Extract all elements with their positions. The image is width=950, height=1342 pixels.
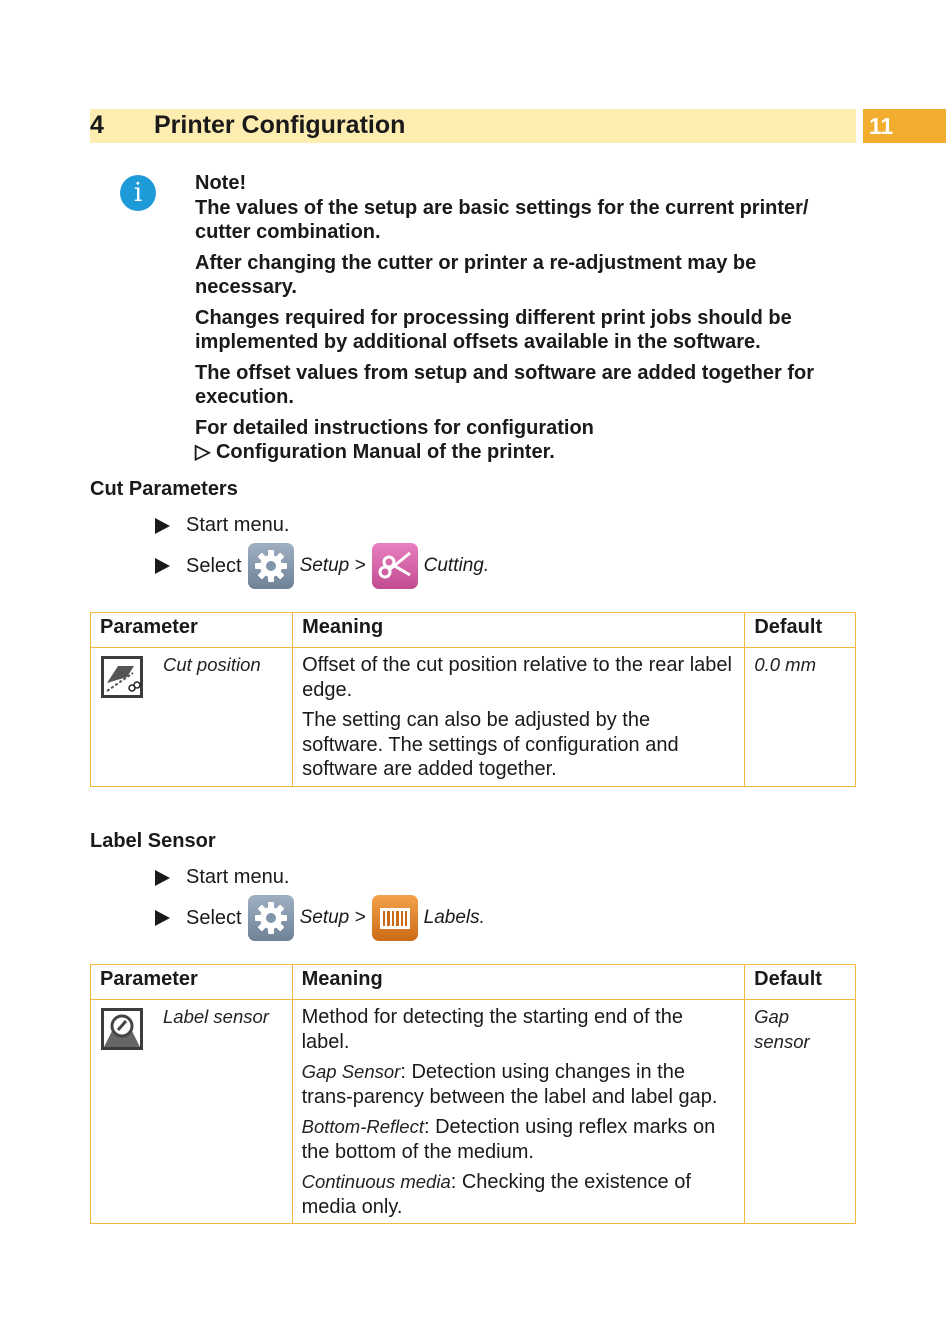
- header-default: Default: [745, 613, 856, 648]
- cut-parameters-table: [90, 612, 856, 787]
- header-default: Default: [745, 965, 856, 1000]
- meaning-text: : Detection using changes in the trans-parency between the label and label gap.: [301, 1061, 718, 1108]
- table-row: [91, 1000, 856, 1224]
- note-text-2: After changing the cutter or printer a re-adjustment may be necessary.: [195, 251, 757, 298]
- label-sensor-heading: Label Sensor: [90, 830, 216, 852]
- page-number: 11: [863, 109, 946, 143]
- bullet-arrow-icon: [155, 558, 170, 574]
- note-text-1: The values of the setup are basic settings for the current printer/ cutter combination.: [195, 196, 809, 243]
- info-icon: i: [120, 175, 156, 211]
- step-setup-text: Setup >: [299, 555, 366, 576]
- meaning-term: Bottom-Reflect: [301, 1116, 424, 1137]
- step-select-text: Select: [186, 906, 242, 929]
- note-manual-reference: ▷ Configuration Manual of the printer.: [195, 441, 555, 463]
- table-header-row: [91, 965, 856, 1000]
- bullet-arrow-icon: [155, 910, 170, 926]
- note-block: [195, 171, 845, 471]
- meaning-term: Gap Sensor: [301, 1061, 401, 1082]
- chapter-number: 4: [90, 111, 104, 139]
- cut-parameters-heading: Cut Parameters: [90, 478, 238, 500]
- chapter-title: Printer Configuration: [154, 111, 406, 139]
- header-meaning: Meaning: [293, 613, 745, 648]
- note-title: Note!: [195, 172, 247, 194]
- meaning-continuous-media: [302, 1170, 736, 1219]
- meaning-text-1: Offset of the cut position relative to the rear label edge.: [302, 654, 732, 701]
- step-text: Start menu.: [186, 866, 290, 888]
- parameter-name: Label sensor: [163, 1006, 269, 1027]
- header-meaning: Meaning: [292, 965, 745, 1000]
- step-setup-text: Setup >: [299, 907, 366, 928]
- meaning-bottom-reflect: [302, 1115, 736, 1164]
- header-parameter: Parameter: [91, 613, 293, 648]
- default-value: 0.0 mm: [754, 654, 817, 675]
- step-select-text: Select: [186, 554, 242, 577]
- step-target-text: Cutting.: [423, 555, 490, 576]
- labels-barcode-icon[interactable]: [372, 895, 418, 941]
- meaning-term: Continuous media: [301, 1171, 451, 1192]
- note-text-4: The offset values from setup and software are added together for execution.: [195, 361, 815, 408]
- meaning-text: : Checking the existence of media only.: [301, 1171, 691, 1218]
- label-step-2: [155, 895, 485, 941]
- step-text: Start menu.: [186, 514, 290, 536]
- bullet-arrow-icon: [155, 518, 170, 534]
- table-header-row: [91, 613, 856, 648]
- parameter-name: Cut position: [163, 654, 261, 675]
- default-value: Gap sensor: [754, 1006, 810, 1052]
- label-sensor-table: [90, 964, 856, 1224]
- note-text-3: Changes required for processing different print jobs should be implemented by additional offsets available in the software.: [195, 306, 792, 353]
- cut-step-2: [155, 543, 489, 589]
- setup-gear-icon[interactable]: [248, 895, 294, 941]
- cut-step-1: [155, 514, 289, 537]
- step-target-text: Labels.: [423, 907, 485, 928]
- bullet-arrow-icon: [155, 870, 170, 886]
- meaning-gap-sensor: [302, 1060, 736, 1109]
- label-sensor-icon: [100, 1007, 144, 1051]
- cutting-scissors-icon[interactable]: [372, 543, 418, 589]
- setup-gear-icon[interactable]: [248, 543, 294, 589]
- note-text-5: For detailed instructions for configuration: [195, 416, 594, 439]
- header-parameter: Parameter: [91, 965, 293, 1000]
- meaning-text-1: Method for detecting the starting end of the label.: [301, 1006, 683, 1053]
- meaning-text-2: The setting can also be adjusted by the software. The settings of configuration and software are added together.: [302, 709, 679, 780]
- meaning-text: : Detection using reflex marks on the bottom of the medium.: [301, 1116, 716, 1163]
- label-step-1: [155, 866, 289, 889]
- cut-position-icon: [100, 655, 144, 699]
- table-row: [91, 648, 856, 787]
